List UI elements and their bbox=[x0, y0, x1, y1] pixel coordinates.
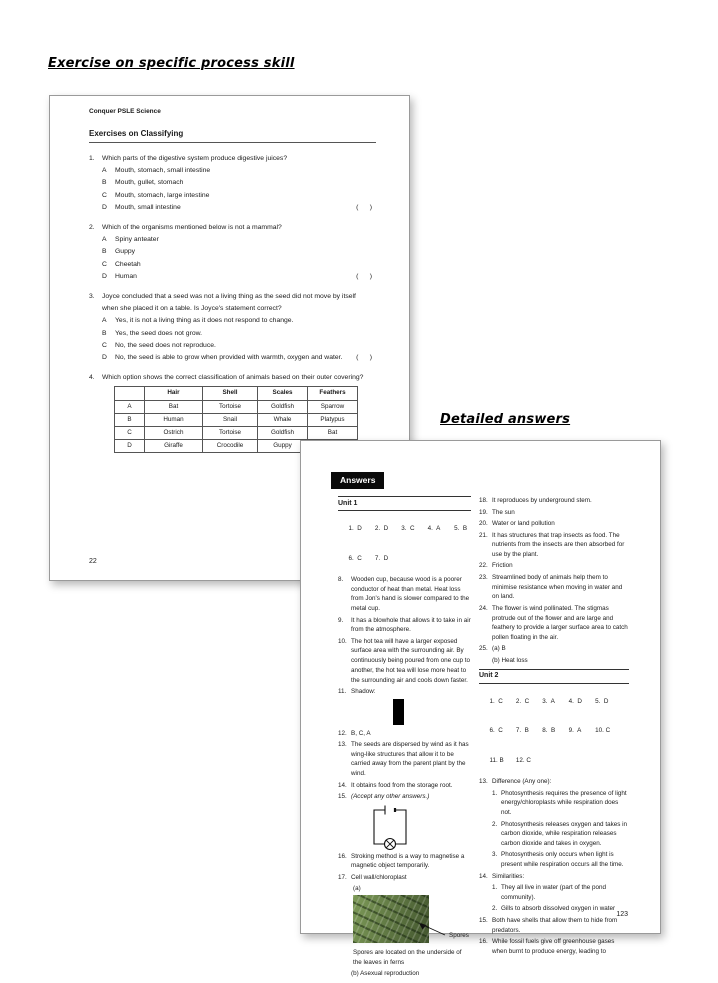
answer-subitem-3: 3. Photosynthesis only occurs when light is present while respiration occurs all the time. bbox=[492, 851, 624, 869]
answer-item-19: 19. The sun bbox=[479, 508, 515, 516]
answer-item-15: 15. (Accept any other answers.) bbox=[338, 793, 430, 801]
answer-subitem-1: 1. Photosynthesis requires the presence of light energy/chloroplasts while respiration does not. bbox=[492, 789, 627, 817]
option-b: B Yes, the seed does not grow. bbox=[102, 329, 203, 337]
question-1 bbox=[89, 153, 372, 214]
fern-photo-figure bbox=[353, 895, 479, 947]
option-c: C Cheetah bbox=[102, 260, 141, 268]
circuit-diagram bbox=[364, 804, 416, 850]
annotation-exercise-label: Exercise on specific process skill bbox=[48, 56, 295, 71]
answer-item-13: 13. The seeds are dispersed by wind as it has wing-like structures that allow it to be carried away from the parent plant by the wind. bbox=[338, 741, 469, 778]
answer-item-10: 10. The hot tea will have a larger exposed surface area with the surrounding air. By continuously being poured from one cup to another, the hot tea will lose more heat to the surrounding air and cools down faster. bbox=[338, 637, 471, 684]
answer-item-21: 21. It has structures that trap insects as food. The nutrients from the insects are then absorbed for use by the plant. bbox=[479, 531, 625, 558]
unit2-heading: Unit 2 bbox=[479, 669, 629, 684]
question-number: 2. bbox=[89, 224, 95, 232]
answers-heading: Answers bbox=[331, 472, 384, 489]
answer-item-14: 14. It obtains food from the storage root. bbox=[338, 781, 453, 789]
mcq-answers-row: 11. B 12. C bbox=[489, 756, 531, 764]
shadow-figure bbox=[393, 699, 404, 725]
table-header-row: Hair Shell Scales Feathers bbox=[115, 387, 358, 400]
mcq-answers-row: 1. C 2. C 3. A 4. D 5. D bbox=[489, 697, 609, 705]
answers-column-left bbox=[338, 496, 471, 980]
answers-page bbox=[300, 440, 661, 977]
answer-item-17b: (b) Asexual reproduction bbox=[351, 969, 420, 977]
fern-caption: Spores are located on the underside of the leaves in ferns bbox=[353, 949, 462, 966]
table-row: B Human Snail Whale Platypus bbox=[115, 413, 358, 426]
spores-arrow-icon bbox=[417, 921, 447, 937]
answer-subitem-2: 2. Photosynthesis releases oxygen and takes in carbon dioxide, while respiration releases carbon dioxide and takes in oxygen. bbox=[492, 820, 628, 847]
answer-item-24: 24. The flower is wind pollinated. The stigmas protrude out of the flower and are large and feathery to provide a larger surface area to catch pollen floating in the air. bbox=[479, 604, 628, 641]
question-number: 4. bbox=[89, 374, 95, 382]
answer-subitem-1: 1. They all live in water (part of the pond community). bbox=[492, 884, 607, 901]
question-number: 3. bbox=[89, 293, 95, 301]
annotation-answers-label: Detailed answers bbox=[440, 412, 571, 427]
table-row: A Bat Tortoise Goldfish Sparrow bbox=[115, 400, 358, 413]
spores-callout-label: Spores bbox=[449, 932, 469, 940]
answer-item-16: 16. Stroking method is a way to magnetise a magnetic object temporarily. bbox=[338, 852, 465, 870]
answer-item-u2-16: 16. While fossil fuels give off greenhouse gases when burnt to produce energy, leading to bbox=[479, 938, 615, 955]
answer-item-11: 11. Shadow: bbox=[338, 688, 376, 696]
answer-item-23: 23. Streamlined body of animals help them to minimise resistance when moving in water and on land. bbox=[479, 573, 623, 601]
option-a: A Spiny anteater bbox=[102, 236, 159, 244]
answers-column-right bbox=[479, 496, 629, 958]
answer-item-18: 18. It reproduces by underground stem. bbox=[479, 497, 592, 504]
answer-subitem-2: 2. Gills to absorb dissolved oxygen in water bbox=[492, 905, 616, 913]
option-c: C No, the seed does not reproduce. bbox=[102, 341, 216, 349]
book-header: Conquer PSLE Science bbox=[89, 108, 161, 115]
section-title: Exercises on Classifying bbox=[89, 129, 184, 138]
answer-item-20: 20. Water or land pollution bbox=[479, 520, 555, 527]
option-d: D Mouth, small intestine ( ) bbox=[102, 202, 372, 214]
page-number: 22 bbox=[89, 558, 97, 565]
question-text: Which of the organisms mentioned below is not a mammal? bbox=[102, 224, 282, 232]
title-rule bbox=[89, 142, 376, 143]
option-d: D No, the seed is able to grow when provided with warmth, oxygen and water. ( ) bbox=[102, 352, 372, 364]
question-3 bbox=[89, 291, 372, 364]
option-b: B Guppy bbox=[102, 248, 136, 256]
answer-item-22: 22. Friction bbox=[479, 562, 513, 570]
answer-bracket: ( ) bbox=[356, 354, 372, 362]
answer-item-u2-13: 13. Difference (Any one): bbox=[479, 778, 552, 786]
option-b: B Mouth, gullet, stomach bbox=[102, 179, 184, 187]
question-text: Which parts of the digestive system produce digestive juices? bbox=[102, 155, 288, 162]
answer-item-12: 12. B, C, A bbox=[338, 729, 371, 737]
answer-item-17a-label: (a) bbox=[353, 885, 361, 893]
answer-item-25b: (b) Heat loss bbox=[492, 656, 528, 664]
option-c: C Mouth, stomach, large intestine bbox=[102, 191, 210, 199]
mcq-answers-row: 6. C 7. B 8. B 9. A 10. C bbox=[489, 727, 611, 735]
table-row: C Ostrich Tortoise Goldfish Bat bbox=[115, 427, 358, 440]
answer-item-8: 8. Wooden cup, because wood is a poorer conductor of heat than metal. Heat loss from Jon's hand is slower compared to the metal cup. bbox=[338, 575, 470, 613]
answer-item-17: 17. Cell wall/chloroplast bbox=[338, 873, 407, 881]
option-a: A Yes, it is not a living thing as it does not respond to change. bbox=[102, 317, 294, 325]
option-d: D Human ( ) bbox=[102, 271, 372, 283]
mcq-answers-row: 6. C 7. D bbox=[348, 554, 389, 562]
answer-item-9: 9. It has a blowhole that allows it to take in air from the atmosphere. bbox=[338, 616, 471, 634]
option-a: A Mouth, stomach, small intestine bbox=[102, 167, 211, 175]
question-text: Joyce concluded that a seed was not a living thing as the seed did not move by itself when she placed it on a table. Is Joyce's statement correct? bbox=[102, 293, 356, 313]
answer-bracket: ( ) bbox=[356, 203, 372, 211]
answer-item-25a: 25. (a) B bbox=[479, 645, 506, 653]
answer-bracket: ( ) bbox=[356, 272, 372, 280]
question-2 bbox=[89, 222, 372, 283]
answer-item-u2-14: 14. Similarities: bbox=[479, 872, 525, 880]
table-row: D Giraffe Crocodile Guppy bbox=[115, 440, 358, 453]
question-number: 1. bbox=[89, 155, 95, 162]
questions-body bbox=[89, 153, 372, 461]
question-text: Which option shows the correct classification of animals based on their outer covering? bbox=[102, 374, 364, 382]
answer-item-u2-15: 15. Both have shells that allow them to hide from predators. bbox=[479, 916, 618, 934]
page-number: 123 bbox=[616, 911, 628, 918]
unit1-heading: Unit 1 bbox=[338, 496, 471, 511]
mcq-answers-row: 1. D 2. D 3. C 4. A 5. B bbox=[348, 524, 468, 532]
